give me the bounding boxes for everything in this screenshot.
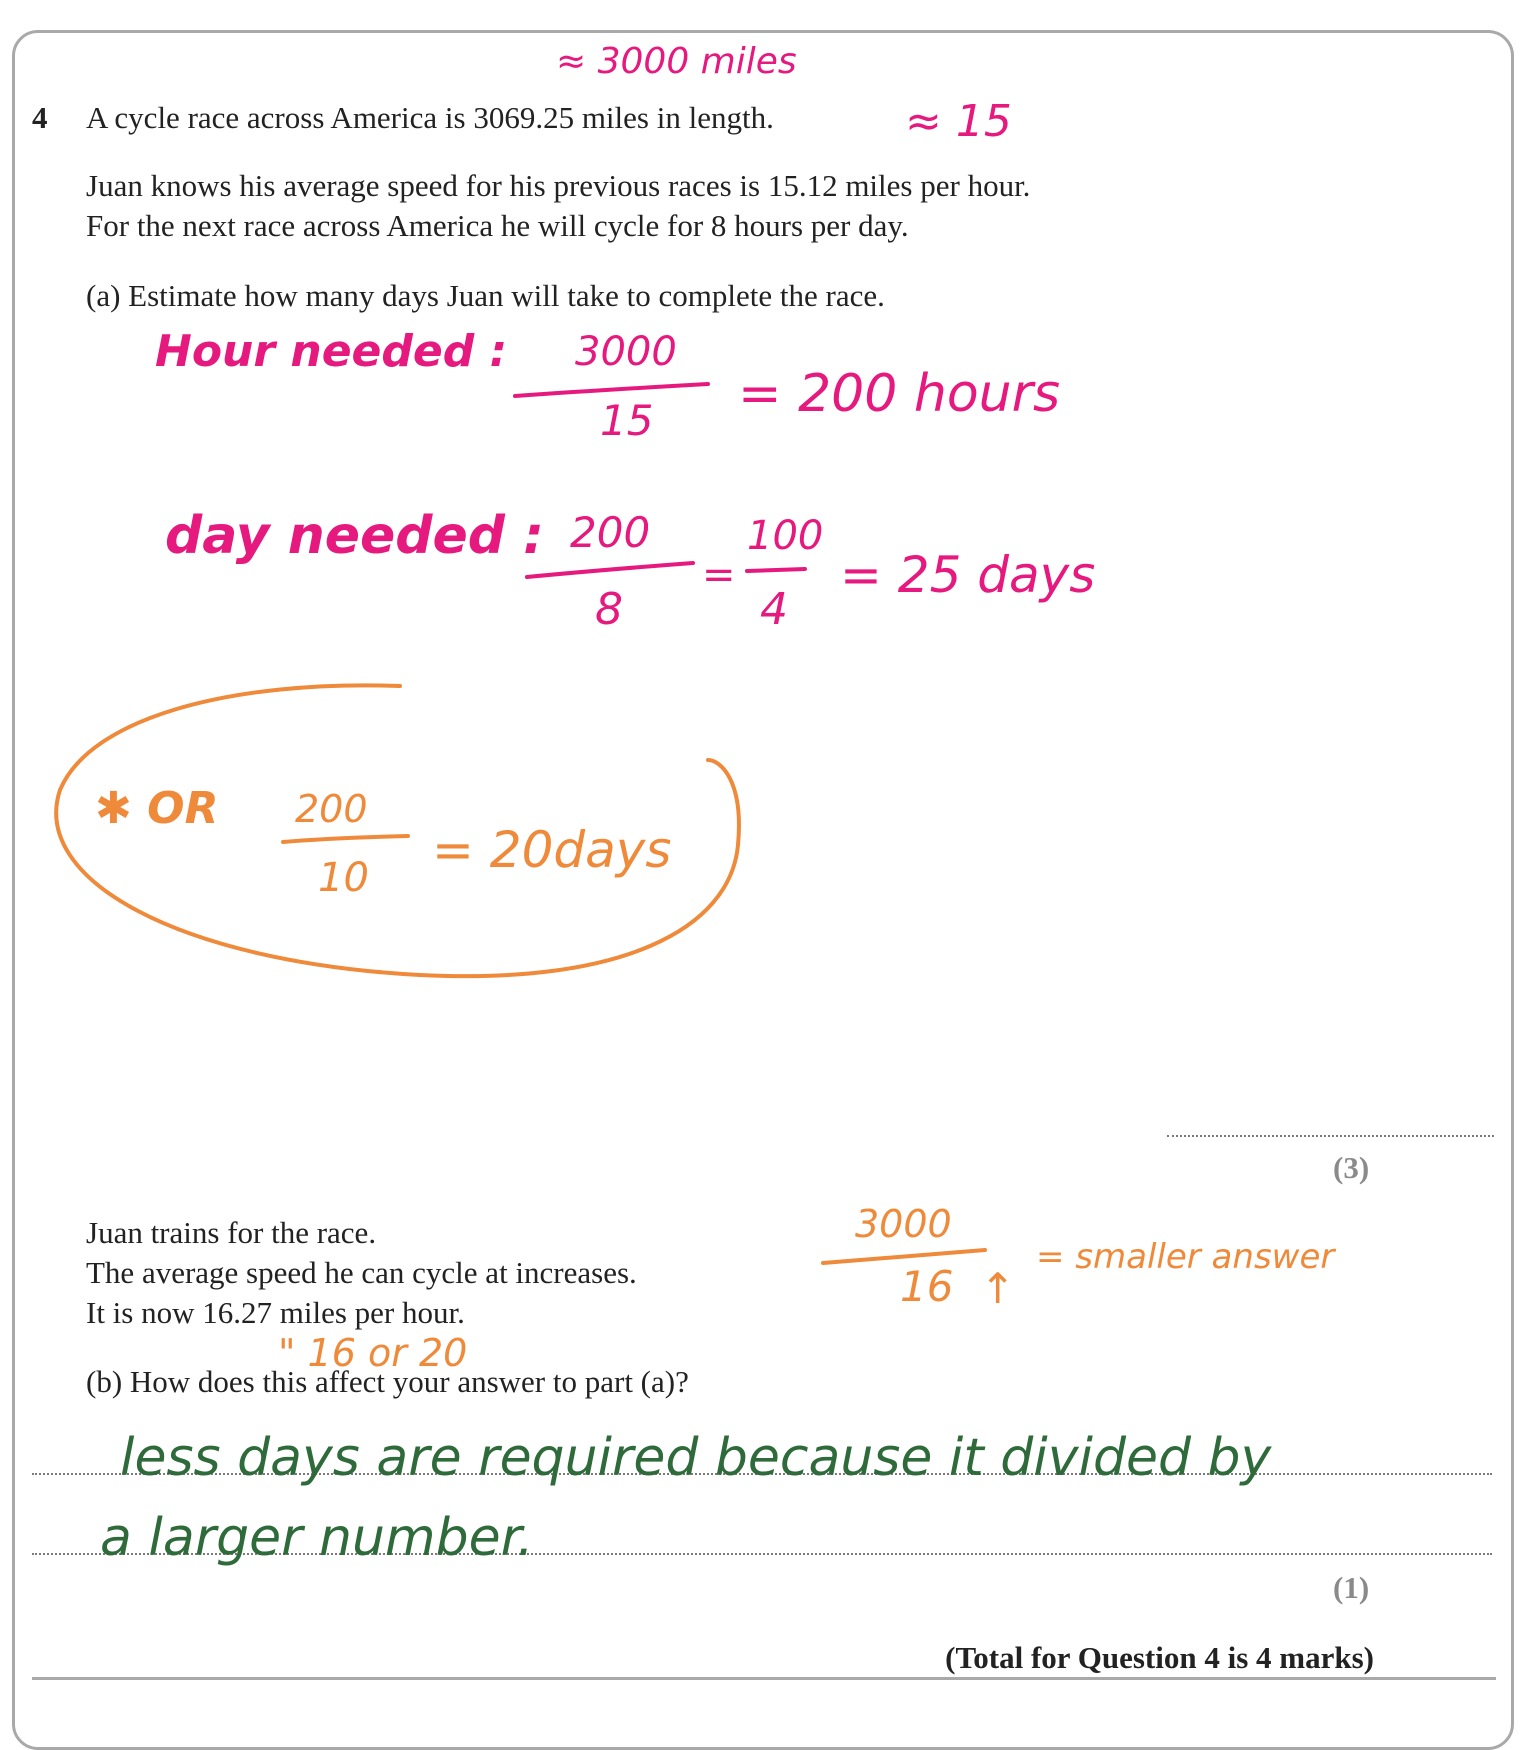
handwritten-approx-speed: ≈ 15	[905, 96, 1012, 147]
training-line-1: Juan trains for the race.	[86, 1215, 377, 1250]
b-fraction-bar	[823, 1250, 985, 1263]
handwritten-hours-label: Hour needed :	[155, 326, 508, 377]
handwritten-alt-numerator: 200	[295, 787, 368, 831]
alternative-answer-circle	[56, 685, 739, 976]
days-fraction-bar	[527, 563, 693, 577]
handwritten-alt-result: = 20days	[432, 821, 672, 879]
handwritten-b-approx: " 16 or 20	[278, 1331, 468, 1375]
alt-fraction-bar	[283, 836, 408, 842]
handwritten-approx-miles: ≈ 3000 miles	[556, 41, 797, 82]
handwritten-days-denominator: 8	[595, 584, 623, 635]
handwritten-hours-result: = 200 hours	[738, 364, 1061, 424]
handwritten-alt-denominator: 10	[318, 855, 369, 901]
handwritten-b-result: = smaller answer	[1036, 1237, 1335, 1277]
days-fraction-bar-2	[747, 569, 805, 571]
part-b-prompt: (b) How does this affect your answer to part (a)?	[86, 1364, 689, 1399]
handwritten-days-numerator-2: 100	[747, 513, 824, 559]
handwritten-days-numerator: 200	[570, 508, 651, 557]
handwritten-hours-denominator: 15	[600, 396, 654, 445]
hours-fraction-bar	[515, 384, 708, 396]
part-a-prompt: (a) Estimate how many days Juan will take to complete the race.	[86, 278, 885, 313]
part-b-marks: (1)	[1333, 1570, 1370, 1605]
part-a-marks: (3)	[1333, 1150, 1370, 1185]
handwritten-days-denominator-2: 4	[760, 584, 788, 635]
question-total: (Total for Question 4 is 4 marks)	[945, 1640, 1374, 1675]
question-stem-line-2: Juan knows his average speed for his previous races is 15.12 miles per hour.	[86, 168, 1031, 203]
training-line-3: It is now 16.27 miles per hour.	[86, 1295, 465, 1330]
handwritten-b-denominator: 16	[900, 1262, 954, 1311]
training-line-2: The average speed he can cycle at increases.	[86, 1255, 637, 1290]
handwritten-days-result: = 25 days	[840, 546, 1096, 604]
handwritten-hours-numerator: 3000	[575, 329, 677, 375]
question-number: 4	[32, 100, 48, 135]
handwritten-answer-line-2: a larger number.	[100, 1508, 534, 1568]
up-arrow-icon: ↑	[980, 1264, 1016, 1313]
question-stem-line-3: For the next race across America he will cycle for 8 hours per day.	[86, 208, 909, 243]
handwritten-days-label: day needed :	[165, 506, 544, 566]
handwritten-days-equals: =	[702, 552, 736, 598]
handwritten-b-numerator: 3000	[855, 1202, 952, 1246]
handwritten-alt-prefix: ✱ OR	[95, 783, 219, 834]
question-stem-line-1: A cycle race across America is 3069.25 miles in length.	[86, 100, 774, 135]
handwritten-answer-line-1: less days are required because it divided by	[120, 1428, 1272, 1488]
